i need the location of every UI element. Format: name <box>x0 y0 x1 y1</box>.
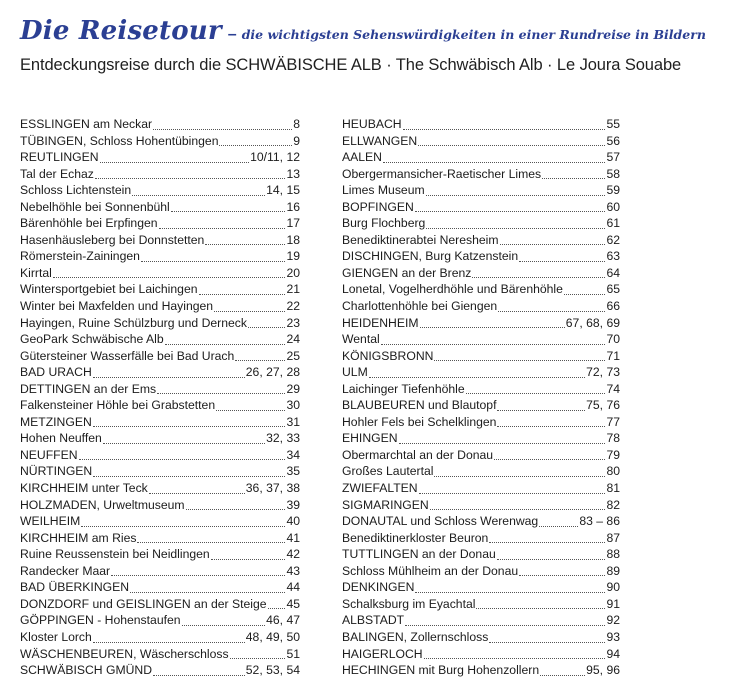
toc-entry-title: Tal der Echaz <box>20 166 94 181</box>
toc-entry-title: BALINGEN, Zollernschloss <box>342 629 489 644</box>
toc-entry-title: Hohler Fels bei Schelklingen <box>342 414 497 429</box>
dot-leader <box>466 393 606 394</box>
toc-entry-title: Charlottenhöhle bei Giengen <box>342 299 498 314</box>
toc-entry-title: REUTLINGEN <box>20 150 99 165</box>
toc-entry-title: HEIDENHEIM <box>342 315 419 330</box>
toc-entry-title: Benediktinerabtei Neresheim <box>342 232 499 247</box>
toc-entry-page: 51 <box>286 646 300 661</box>
toc-entry-page: 75, 76 <box>586 398 620 413</box>
dot-leader <box>153 675 245 676</box>
toc-entry-title: DISCHINGEN, Burg Katzenstein <box>342 249 519 264</box>
dot-leader <box>171 211 286 212</box>
toc-entry <box>20 281 300 298</box>
toc-entry-title: DONZDORF und GEISLINGEN an der Steige <box>20 596 267 611</box>
toc-entry-title: AALEN <box>342 150 382 165</box>
dot-leader <box>424 658 606 659</box>
toc-entry-page: 74 <box>606 381 620 396</box>
dot-leader <box>235 360 285 361</box>
toc-entry-title: Obergermansicher-Raetischer Limes <box>342 166 542 181</box>
toc-entry-title: Lonetal, Vogelherdhöhle und Bärenhöhle <box>342 282 563 297</box>
toc-entry <box>20 248 300 265</box>
toc-entry-page: 9 <box>293 133 300 148</box>
toc-entry-title: WÄSCHENBEUREN, Wäscherschloss <box>20 646 229 661</box>
toc-entry <box>342 182 620 199</box>
toc-entry <box>342 248 620 265</box>
toc-entry-title: GÖPPINGEN - Hohenstaufen <box>20 613 181 628</box>
toc-entry-title: GeoPark Schwäbische Alb <box>20 332 164 347</box>
toc-entry <box>20 199 300 216</box>
dot-leader <box>79 459 286 460</box>
dot-leader <box>130 592 285 593</box>
toc-entry <box>342 166 620 183</box>
dot-leader <box>497 426 605 427</box>
toc-entry-title: Burg Flochberg <box>342 216 426 231</box>
dot-leader <box>186 509 286 510</box>
toc-entry-page: 22 <box>286 299 300 314</box>
toc-entry-title: Schloss Lichtenstein <box>20 183 132 198</box>
toc-entry-title: Schalksburg im Eyachtal <box>342 596 476 611</box>
toc-entry-title: TUTTLINGEN an der Donau <box>342 547 496 562</box>
toc-entry <box>20 513 300 530</box>
toc-entry <box>20 265 300 282</box>
toc-entry <box>342 116 620 133</box>
toc-entry-title: Wental <box>342 332 380 347</box>
toc-entry-page: 46, 47 <box>266 613 300 628</box>
toc-entry <box>342 397 620 414</box>
toc-entry-page: 65 <box>606 282 620 297</box>
toc-entry-title: KÖNIGSBRONN <box>342 348 434 363</box>
toc-entry <box>20 364 300 381</box>
dot-leader <box>159 228 286 229</box>
toc-entry <box>20 480 300 497</box>
dot-leader <box>149 493 245 494</box>
dot-leader <box>230 658 286 659</box>
toc-entry <box>342 414 620 431</box>
toc-entry-title: TÜBINGEN, Schloss Hohentübingen <box>20 133 219 148</box>
toc-entry <box>342 364 620 381</box>
toc-entry-page: 87 <box>606 530 620 545</box>
dot-leader <box>268 608 286 609</box>
dot-leader <box>542 178 605 179</box>
toc-entry-page: 36, 37, 38 <box>245 481 300 496</box>
toc-entry-title: Kirrtal <box>20 265 52 280</box>
toc-entry-title: Schloss Mühlheim an der Donau <box>342 563 519 578</box>
toc-entry-page: 88 <box>606 547 620 562</box>
dot-leader <box>519 261 605 262</box>
toc-entry-title: ULM <box>342 365 368 380</box>
toc-entry-page: 61 <box>606 216 620 231</box>
toc-entry-title: Ruine Reussenstein bei Neidlingen <box>20 547 210 562</box>
toc-entry <box>342 133 620 150</box>
toc-entry <box>342 480 620 497</box>
toc-entry-page: 43 <box>286 563 300 578</box>
toc-entry <box>20 497 300 514</box>
dot-leader <box>434 476 605 477</box>
toc-entry-page: 17 <box>286 216 300 231</box>
dot-leader <box>434 360 605 361</box>
toc-entry-page: 58 <box>606 166 620 181</box>
toc-entry-page: 63 <box>606 249 620 264</box>
toc-entry-page: 57 <box>606 150 620 165</box>
toc-entry <box>20 596 300 613</box>
toc-entry-page: 35 <box>286 464 300 479</box>
toc-entry-page: 60 <box>606 199 620 214</box>
toc-entry-page: 40 <box>286 514 300 529</box>
toc-entry-title: Gütersteiner Wasserfälle bei Bad Urach <box>20 348 235 363</box>
toc-entry-title: Randecker Maar <box>20 563 111 578</box>
toc-entry <box>342 447 620 464</box>
toc-entry <box>20 447 300 464</box>
toc-entry-page: 31 <box>286 414 300 429</box>
toc-entry <box>20 430 300 447</box>
dot-leader <box>205 244 285 245</box>
dot-leader <box>519 575 605 576</box>
toc-entry-page: 21 <box>286 282 300 297</box>
toc-entry <box>20 232 300 249</box>
toc-entry-page: 64 <box>606 265 620 280</box>
dot-leader <box>540 675 585 676</box>
dot-leader <box>53 277 286 278</box>
toc-entry <box>342 497 620 514</box>
toc-entry-title: Hasenhäusleberg bei Donnstetten <box>20 232 205 247</box>
toc-entry-page: 92 <box>606 613 620 628</box>
toc-entry-page: 89 <box>606 563 620 578</box>
toc-entry-page: 24 <box>286 332 300 347</box>
toc-entry-page: 20 <box>286 265 300 280</box>
dot-leader <box>420 327 565 328</box>
toc-entry <box>342 430 620 447</box>
toc-entry-page: 56 <box>606 133 620 148</box>
toc-entry <box>20 331 300 348</box>
dot-leader <box>415 211 606 212</box>
toc-entry-title: Benediktinerkloster Beuron <box>342 530 489 545</box>
toc-entry-title: BAD URACH <box>20 365 92 380</box>
toc-entry <box>342 513 620 530</box>
toc-entry-title: SIGMARINGEN <box>342 497 429 512</box>
dot-leader <box>165 344 286 345</box>
dot-leader <box>498 311 605 312</box>
toc-entry-page: 48, 49, 50 <box>245 629 300 644</box>
toc-entry <box>20 381 300 398</box>
toc-entry-title: NÜRTINGEN <box>20 464 93 479</box>
dot-leader <box>141 261 286 262</box>
toc-entry-page: 32, 33 <box>266 431 300 446</box>
toc-entry-page: 83 – 86 <box>579 514 620 529</box>
toc-entry-title: HAIGERLOCH <box>342 646 423 661</box>
toc-entry-page: 59 <box>606 183 620 198</box>
toc-entry-page: 18 <box>286 232 300 247</box>
toc-entry <box>342 646 620 663</box>
page-header <box>20 18 740 75</box>
dot-leader <box>157 393 285 394</box>
toc-entry <box>342 596 620 613</box>
dot-leader <box>489 642 605 643</box>
subtitle: die wichtigsten Sehenswürdigkeiten in einer Rundreise in Bildern <box>241 27 706 42</box>
toc-entry-title: ALBSTADT <box>342 613 405 628</box>
toc-entry-page: 93 <box>606 629 620 644</box>
dot-leader <box>153 129 292 130</box>
toc-entry-page: 16 <box>286 199 300 214</box>
toc-entry <box>20 463 300 480</box>
toc-entry <box>342 612 620 629</box>
toc-entry-title: Laichinger Tiefenhöhle <box>342 381 465 396</box>
toc-entry <box>342 546 620 563</box>
dot-leader <box>111 575 285 576</box>
dot-leader <box>93 642 245 643</box>
toc-entry-title: SCHWÄBISCH GMÜND <box>20 663 153 678</box>
toc-entry-title: Falkensteiner Höhle bei Grabstetten <box>20 398 216 413</box>
toc-entry <box>342 629 620 646</box>
dot-leader <box>216 410 285 411</box>
toc-entry-page: 70 <box>606 332 620 347</box>
toc-entry <box>342 530 620 547</box>
dot-leader <box>81 526 285 527</box>
toc-entry-title: METZINGEN <box>20 414 92 429</box>
dot-leader <box>415 592 605 593</box>
toc-entry-page: 79 <box>606 447 620 462</box>
dot-leader <box>472 277 605 278</box>
toc-entry-title: DENKINGEN <box>342 580 415 595</box>
toc-entry-page: 19 <box>286 249 300 264</box>
toc-column-right <box>342 116 620 679</box>
toc-entry <box>20 182 300 199</box>
toc-entry-title: ZWIEFALTEN <box>342 481 418 496</box>
toc-entry-page: 90 <box>606 580 620 595</box>
toc-entry-title: DONAUTAL und Schloss Werenwag <box>342 514 539 529</box>
toc-entry-page: 13 <box>286 166 300 181</box>
tagline: Entdeckungsreise durch die SCHWÄBISCHE ALB · The Schwäbisch Alb · Le Joura Souabe <box>20 56 682 74</box>
toc-entry <box>20 315 300 332</box>
toc-entry-title: GIENGEN an der Brenz <box>342 265 472 280</box>
dot-leader <box>103 443 265 444</box>
dot-leader <box>418 145 605 146</box>
toc-entry-title: Römerstein-Zainingen <box>20 249 140 264</box>
toc-entry <box>342 579 620 596</box>
toc-entry <box>342 298 620 315</box>
toc-entry-page: 29 <box>286 381 300 396</box>
toc-entry <box>342 315 620 332</box>
dot-leader <box>132 195 265 196</box>
dot-leader <box>214 311 285 312</box>
toc-entry <box>342 199 620 216</box>
toc-entry-title: WEILHEIM <box>20 514 81 529</box>
toc-entry-title: Kloster Lorch <box>20 629 92 644</box>
toc-entry <box>342 563 620 580</box>
toc-entry-title: HECHINGEN mit Burg Hohenzollern <box>342 663 540 678</box>
toc-entry-page: 42 <box>286 547 300 562</box>
toc-entry-page: 34 <box>286 447 300 462</box>
dot-leader <box>137 542 285 543</box>
title-line <box>20 18 740 44</box>
dot-leader <box>489 542 605 543</box>
dot-leader <box>403 129 606 130</box>
toc-entry-title: DETTINGEN an der Ems <box>20 381 157 396</box>
toc-entry <box>20 629 300 646</box>
toc-entry <box>20 530 300 547</box>
dot-leader <box>539 526 578 527</box>
toc-entry <box>20 612 300 629</box>
dot-leader <box>500 244 606 245</box>
toc-entry <box>20 149 300 166</box>
toc-entry <box>20 563 300 580</box>
toc-entry-title: Hohen Neuffen <box>20 431 102 446</box>
dot-leader <box>497 410 585 411</box>
dot-leader <box>426 195 606 196</box>
toc-entry <box>20 348 300 365</box>
toc-entry-page: 81 <box>606 481 620 496</box>
toc-entry <box>20 215 300 232</box>
toc-entry-page: 67, 68, 69 <box>565 315 620 330</box>
toc-entry-page: 39 <box>286 497 300 512</box>
toc-entry-title: Winter bei Maxfelden und Hayingen <box>20 299 214 314</box>
toc-entry-page: 41 <box>286 530 300 545</box>
brand-title: Die Reisetour <box>20 16 222 46</box>
toc-entry-page: 71 <box>606 348 620 363</box>
toc-entry-page: 82 <box>606 497 620 512</box>
dot-leader <box>93 377 245 378</box>
toc-entry <box>342 149 620 166</box>
dot-leader <box>93 426 286 427</box>
toc-entry-title: EHINGEN <box>342 431 398 446</box>
toc-entry-page: 25 <box>286 348 300 363</box>
toc-entry-title: HEUBACH <box>342 117 402 131</box>
dot-leader <box>248 327 285 328</box>
toc-entry-title: KIRCHHEIM am Ries <box>20 530 137 545</box>
toc-entry-title: HOLZMADEN, Urweltmuseum <box>20 497 185 512</box>
dot-leader <box>405 625 605 626</box>
toc-entry <box>342 381 620 398</box>
toc-entry-page: 95, 96 <box>586 663 620 678</box>
toc-entry <box>20 133 300 150</box>
toc-entry <box>20 414 300 431</box>
toc-entry <box>20 662 300 679</box>
dot-leader <box>95 178 286 179</box>
toc-entry-title: BAD ÜBERKINGEN <box>20 580 130 595</box>
toc-entry <box>342 232 620 249</box>
toc-entry <box>20 116 300 133</box>
toc-entry-title: BLAUBEUREN und Blautopf <box>342 398 497 413</box>
toc-entry-page: 80 <box>606 464 620 479</box>
toc-entry-page: 26, 27, 28 <box>245 365 300 380</box>
toc-entry-page: 77 <box>606 414 620 429</box>
toc-entry <box>20 579 300 596</box>
toc-entry <box>342 348 620 365</box>
toc-entry <box>20 646 300 663</box>
toc-entry-page: 30 <box>286 398 300 413</box>
toc-entry-title: Obermarchtal an der Donau <box>342 447 494 462</box>
toc-entry-title: Großes Lautertal <box>342 464 434 479</box>
toc-entry <box>20 546 300 563</box>
toc-entry <box>342 215 620 232</box>
dot-leader <box>381 344 606 345</box>
toc-entry-title: Limes Museum <box>342 183 425 198</box>
toc-entry-title: Hayingen, Ruine Schülzburg und Derneck <box>20 315 247 330</box>
dot-leader <box>211 559 286 560</box>
toc-entry-page: 14, 15 <box>266 183 300 198</box>
dot-leader <box>199 294 286 295</box>
dot-leader <box>219 145 292 146</box>
toc-entry-page: 52, 53, 54 <box>245 663 300 678</box>
dot-leader <box>93 476 285 477</box>
dot-leader <box>369 377 585 378</box>
toc-entry-page: 45 <box>286 596 300 611</box>
dot-leader <box>497 559 606 560</box>
dot-leader <box>476 608 605 609</box>
dot-leader <box>182 625 266 626</box>
toc-column-left <box>20 116 300 679</box>
toc-entry-title: BOPFINGEN <box>342 199 414 214</box>
dot-leader <box>564 294 606 295</box>
toc-entry-page: 78 <box>606 431 620 446</box>
dot-leader <box>426 228 605 229</box>
dot-leader <box>419 493 606 494</box>
toc-entry-page: 8 <box>293 117 300 131</box>
toc-entry-page: 23 <box>286 315 300 330</box>
toc-entry <box>342 281 620 298</box>
toc-entry-title: KIRCHHEIM unter Teck <box>20 481 148 496</box>
dot-leader <box>100 162 250 163</box>
toc-entry <box>342 331 620 348</box>
toc-entry-page: 72, 73 <box>586 365 620 380</box>
toc-entry-page: 66 <box>606 299 620 314</box>
toc-entry <box>20 298 300 315</box>
dot-leader <box>383 162 605 163</box>
toc-entry-title: ESSLINGEN am Neckar <box>20 117 153 131</box>
toc-entry-page: 10/11, 12 <box>250 150 300 165</box>
toc-entry-title: Nebelhöhle bei Sonnenbühl <box>20 199 170 214</box>
title-dash: – <box>227 26 237 43</box>
dot-leader <box>494 459 605 460</box>
toc-entry-title: Bärenhöhle bei Erpfingen <box>20 216 158 231</box>
toc-entry-title: NEUFFEN <box>20 447 78 462</box>
toc-entry-page: 94 <box>606 646 620 661</box>
toc-entry-page: 55 <box>606 117 620 131</box>
toc-entry-page: 62 <box>606 232 620 247</box>
toc-entry <box>20 166 300 183</box>
toc-entry-title: Wintersportgebiet bei Laichingen <box>20 282 198 297</box>
toc-entry-page: 91 <box>606 596 620 611</box>
toc-entry <box>342 463 620 480</box>
toc-entry-page: 44 <box>286 580 300 595</box>
toc-entry <box>20 397 300 414</box>
dot-leader <box>399 443 606 444</box>
dot-leader <box>430 509 606 510</box>
toc-entry-title: ELLWANGEN <box>342 133 418 148</box>
toc-entry <box>342 662 620 679</box>
toc-entry <box>342 265 620 282</box>
